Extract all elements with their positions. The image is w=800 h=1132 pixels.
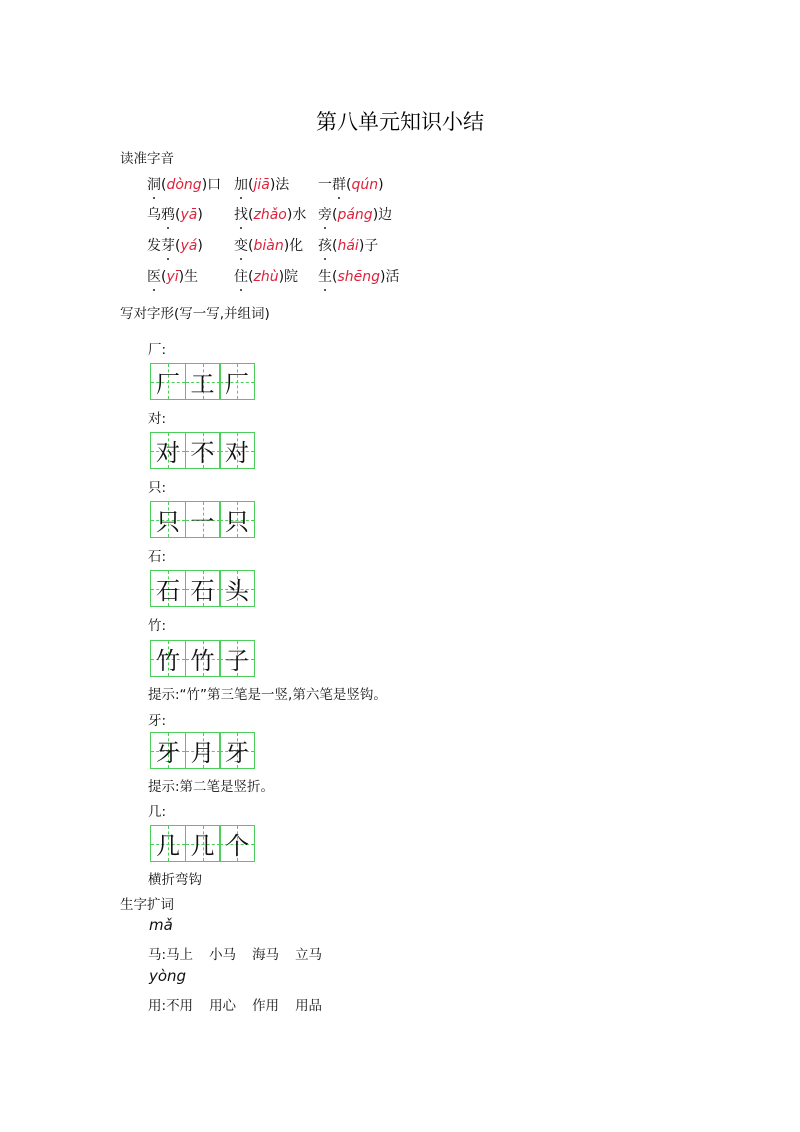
grid-cell bbox=[150, 363, 186, 400]
pinyin-text: shēng bbox=[337, 269, 381, 285]
paren-close: ) bbox=[178, 269, 185, 285]
pinyin-text: biàn bbox=[253, 238, 284, 254]
paren-open: ( bbox=[248, 269, 254, 285]
paren-open: ( bbox=[248, 207, 254, 223]
char-label: 只: bbox=[148, 480, 167, 496]
grid-cell bbox=[150, 432, 186, 469]
target-char: 生 bbox=[318, 266, 332, 288]
grid-char: 对 bbox=[225, 439, 249, 467]
grid-cell bbox=[219, 570, 255, 607]
prefix-text: 一 bbox=[318, 177, 332, 193]
paren-close: ) bbox=[358, 238, 365, 254]
grid-char: 牙 bbox=[156, 739, 180, 767]
grid-char: 厂 bbox=[225, 370, 249, 398]
grid-char: 月 bbox=[190, 739, 215, 767]
target-char: 变 bbox=[234, 235, 248, 257]
grid-cell bbox=[185, 732, 221, 769]
writing-grid bbox=[150, 570, 255, 607]
grid-char: 工 bbox=[190, 370, 215, 398]
pinyin-text: páng bbox=[337, 207, 373, 223]
grid-char: 只 bbox=[156, 508, 180, 536]
pronounce-item bbox=[147, 174, 221, 196]
grid-cell bbox=[185, 501, 221, 538]
grid-char: 只 bbox=[225, 508, 249, 536]
expand-word: 小马 bbox=[209, 947, 237, 963]
expand-word: 不用 bbox=[166, 998, 194, 1014]
paren-open: ( bbox=[332, 269, 338, 285]
pinyin-text: yá bbox=[180, 238, 198, 254]
grid-char: 一 bbox=[190, 508, 215, 536]
paren-close: ) bbox=[286, 207, 293, 223]
pinyin-text: zhù bbox=[253, 269, 279, 285]
grid-cell bbox=[219, 732, 255, 769]
grid-char: 对 bbox=[156, 439, 180, 467]
grid-cell bbox=[185, 363, 221, 400]
expand-word: 用品 bbox=[295, 998, 323, 1014]
grid-char: 竹 bbox=[190, 647, 215, 675]
char-label: 厂: bbox=[148, 342, 167, 358]
pinyin-text: yā bbox=[180, 207, 198, 223]
paren-open: ( bbox=[161, 177, 167, 193]
grid-char: 石 bbox=[156, 577, 180, 605]
grid-cell bbox=[150, 570, 186, 607]
paren-open: ( bbox=[332, 238, 338, 254]
pinyin-text: zhǎo bbox=[253, 207, 287, 223]
expand-word: 海马 bbox=[252, 947, 280, 963]
paren-open: ( bbox=[161, 269, 167, 285]
target-char: 芽 bbox=[161, 235, 175, 257]
target-char: 医 bbox=[147, 266, 161, 288]
grid-cell bbox=[219, 363, 255, 400]
section-write-heading: 写对字形(写一写,并组词) bbox=[120, 306, 270, 322]
grid-cell bbox=[150, 640, 186, 677]
pronounce-item bbox=[318, 174, 384, 196]
pinyin-text: qún bbox=[351, 177, 379, 193]
grid-cell bbox=[185, 432, 221, 469]
target-char: 加 bbox=[234, 174, 248, 196]
grid-char: 几 bbox=[190, 832, 215, 860]
writing-grid bbox=[150, 640, 255, 677]
paren-open: ( bbox=[248, 177, 254, 193]
paren-close: ) bbox=[378, 177, 384, 193]
char-label: 几: bbox=[148, 804, 167, 820]
pronounce-item bbox=[234, 204, 306, 226]
char-label: 牙: bbox=[148, 713, 167, 729]
suffix-text: 子 bbox=[364, 238, 379, 254]
pronounce-item bbox=[318, 204, 392, 226]
target-char: 洞 bbox=[147, 174, 161, 196]
paren-close: ) bbox=[283, 238, 290, 254]
target-char: 群 bbox=[332, 174, 346, 196]
writing-grid bbox=[150, 732, 255, 769]
suffix-text: 口 bbox=[207, 177, 222, 193]
expand-pinyin: yòng bbox=[149, 967, 187, 985]
grid-cell bbox=[219, 825, 255, 862]
grid-char: 几 bbox=[156, 832, 180, 860]
pinyin-text: hái bbox=[337, 238, 359, 254]
pinyin-text: dòng bbox=[166, 177, 202, 193]
suffix-text: 化 bbox=[289, 238, 304, 254]
expand-words-line bbox=[148, 943, 338, 963]
writing-grid bbox=[150, 501, 255, 538]
grid-cell bbox=[150, 501, 186, 538]
expand-word: 作用 bbox=[252, 998, 280, 1014]
section-expand-heading: 生字扩词 bbox=[120, 897, 174, 913]
grid-cell bbox=[185, 640, 221, 677]
grid-char: 子 bbox=[225, 647, 249, 675]
paren-open: ( bbox=[346, 177, 352, 193]
char-label: 石: bbox=[148, 549, 167, 565]
expand-word: 用心 bbox=[209, 998, 237, 1014]
suffix-text: 院 bbox=[284, 269, 299, 285]
grid-cell bbox=[219, 501, 255, 538]
grid-cell bbox=[150, 732, 186, 769]
pronounce-item bbox=[234, 174, 289, 196]
expand-word: 马上 bbox=[166, 947, 194, 963]
char-label: 竹: bbox=[148, 618, 167, 634]
writing-grid bbox=[150, 432, 255, 469]
target-char: 鸦 bbox=[161, 204, 175, 226]
grid-cell bbox=[219, 432, 255, 469]
target-char: 找 bbox=[234, 204, 248, 226]
paren-open: ( bbox=[175, 238, 181, 254]
hint-note: 提示:第二笔是竖折。 bbox=[148, 779, 275, 795]
pronounce-item bbox=[318, 235, 378, 257]
grid-char: 牙 bbox=[225, 739, 249, 767]
section-pronounce-heading: 读准字音 bbox=[120, 151, 174, 167]
grid-char: 厂 bbox=[156, 370, 180, 398]
pronounce-item bbox=[318, 266, 399, 288]
hint-note: 横折弯钩 bbox=[148, 872, 202, 888]
expand-pinyin: mǎ bbox=[149, 916, 173, 934]
paren-close: ) bbox=[197, 238, 203, 254]
grid-cell bbox=[185, 825, 221, 862]
grid-char: 头 bbox=[225, 577, 249, 605]
suffix-text: 生 bbox=[184, 269, 199, 285]
paren-close: ) bbox=[372, 207, 379, 223]
prefix-text: 发 bbox=[147, 238, 161, 254]
suffix-text: 水 bbox=[292, 207, 307, 223]
expand-head: 用: bbox=[148, 998, 167, 1014]
grid-cell bbox=[219, 640, 255, 677]
grid-char: 不 bbox=[190, 439, 215, 467]
expand-word: 立马 bbox=[295, 947, 323, 963]
expand-head: 马: bbox=[148, 947, 167, 963]
paren-open: ( bbox=[332, 207, 338, 223]
expand-words-line bbox=[148, 994, 338, 1014]
paren-close: ) bbox=[197, 207, 203, 223]
paren-open: ( bbox=[175, 207, 181, 223]
char-label: 对: bbox=[148, 411, 167, 427]
writing-grid bbox=[150, 363, 255, 400]
grid-char: 个 bbox=[225, 832, 249, 860]
pronounce-item bbox=[147, 266, 198, 288]
grid-cell bbox=[150, 825, 186, 862]
grid-cell bbox=[185, 570, 221, 607]
pinyin-text: yī bbox=[166, 269, 179, 285]
target-char: 住 bbox=[234, 266, 248, 288]
paren-open: ( bbox=[248, 238, 254, 254]
pinyin-text: jiā bbox=[253, 177, 270, 193]
paren-close: ) bbox=[269, 177, 276, 193]
pronounce-item bbox=[234, 266, 298, 288]
page-title: 第八单元知识小结 bbox=[316, 110, 484, 134]
pronounce-item bbox=[147, 235, 203, 257]
grid-char: 竹 bbox=[156, 647, 180, 675]
paren-close: ) bbox=[278, 269, 285, 285]
suffix-text: 边 bbox=[378, 207, 393, 223]
prefix-text: 乌 bbox=[147, 207, 161, 223]
target-char: 孩 bbox=[318, 235, 332, 257]
paren-close: ) bbox=[201, 177, 208, 193]
hint-note: 提示:“竹”第三笔是一竖,第六笔是竖钩。 bbox=[148, 687, 387, 703]
suffix-text: 法 bbox=[275, 177, 290, 193]
suffix-text: 活 bbox=[385, 269, 400, 285]
target-char: 旁 bbox=[318, 204, 332, 226]
paren-close: ) bbox=[380, 269, 386, 285]
writing-grid bbox=[150, 825, 255, 862]
pronounce-item bbox=[234, 235, 303, 257]
pronounce-item bbox=[147, 204, 203, 226]
grid-char: 石 bbox=[190, 577, 215, 605]
